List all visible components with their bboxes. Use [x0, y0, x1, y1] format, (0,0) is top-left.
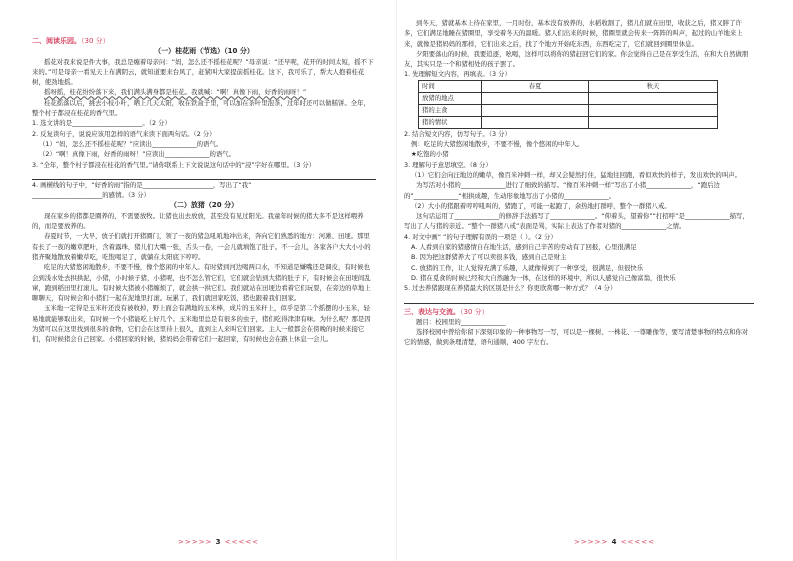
table-row-label: 猪的主食	[419, 104, 482, 116]
table-header-time: 时间	[419, 80, 482, 92]
table-cell[interactable]	[589, 116, 718, 128]
question-2b: （2）“啊！真像下雨，好香的雨呀！”应读出______________的语气。	[39, 150, 236, 159]
question-r3-1-fill: 为写活对小猪的______________进行了细致的描写。“像百米冲刺一样”写出了小猪______________，“跑后边的”______________“相拱成趣，生动形象地写出了小猪的______________。	[404, 181, 720, 200]
table-cell[interactable]	[482, 92, 589, 104]
passage-1-title: （一）桂花雨（节选）（10 分）	[154, 47, 254, 56]
page-footer-right	[574, 538, 655, 546]
question-2: 2. 反复读句子，说说应该用怎样的语气来读下面两句话。（2 分）	[32, 129, 216, 138]
page-left	[0, 0, 396, 561]
passage-2-para-5: 玉米地一定得是玉米秆还没有被收掉，野上面会有满地的玉米棒，成片的玉米秆上，似乎是第二个摇摆的小玉米，轻易地就能够取出来，有时候一个小猪能吃上好几个。玉米地里总是有很多的虫子，猪们吃得津津有味。为什么呢？那是因为猪可以在这里找到很多的食物，它们会在这里待上很久，直到主人来叫它们回家。主人一般都会在傍晚的时候来接它们，有时候猪会自己回家。小猪回家的时候，猪妈妈会带着它们一起回家，有时候也会在路上休息一会儿。	[32, 304, 371, 344]
passage-1-para-1: 摇花对我来说是件大事，我总是缠着母亲问：“妈，怎么还不摇桂花呢？”母亲说：“还早呢，花开的时间太短，摇不下来的。”可是母亲一看见天上布满阴云，就知道要来台风了，赶紧叫大家提前摇桂花。这下，我可乐了，帮大人抱着桂花树，使劲地摇。	[32, 57, 374, 87]
section-3-heading: 三、表达与交流。（30 分）	[404, 307, 489, 316]
table-cell[interactable]	[589, 92, 718, 104]
question-r5: 5. 过去养猪跟现在养猪最大的区别是什么？你更欣赏哪一种方式？（4 分）	[404, 284, 617, 293]
question-r4: 4. 对文中画“ ”的句子理解有误的一项是（ ）。（2 分）	[404, 232, 557, 241]
table-cell[interactable]	[589, 104, 718, 116]
answer-line-q5[interactable]	[404, 294, 754, 304]
question-4a: 4. 画横线的句子中，“好香的雨”指的是______________________，写出了“我”	[32, 180, 252, 189]
section-2-heading: 二、阅读乐园。（30 分）	[32, 37, 110, 45]
footer-arrows-left: >>>>>	[574, 538, 609, 546]
passage-2-para-6: 到冬天，猪就基本上待在家里，一月时份，基本没有放养的，水稻收割了，猪儿们就在田里，收获之后，猪又胖了许多，它们满足地睡在猪圈里，享受着冬天的温暖。猪人们出来的时候，猪圈里就会传来一阵阵的叫声，起过的山羊地来上来，就像是猪妈妈的那样，它们出来之后，找了个地方开始吃东西，东西吃完了，它们就回到圈里休息。	[404, 19, 743, 48]
answer-line-q3[interactable]	[32, 170, 376, 180]
passage-2-para-1: 现在家乡的猪都是圈养的，不需要放牧。让猪也出去放放，甚至没有见过阳光。我童年时候的猪大多不是这样喂养的，而是要放养的。	[32, 211, 364, 231]
question-2a: （1）“妈，怎么还不摇桂花呢？”应读出______________的语气。	[39, 139, 223, 148]
page-number-3: 3	[215, 538, 222, 546]
question-r3-2: （2）大小的猪跟着哼哼吼叫的，猪跑了，可能一起跑了，余热地打群呼，整个一群猪八戒。	[411, 201, 671, 210]
essay-prompt: 选择校园中曾给你留下深刻印象的一种事物写一写，可以是一棵树、一株花、一尊雕像等，要写清楚事物的特点和你对它的情感，做到条理清楚，语句通顺，400 字左右。	[404, 328, 749, 347]
table-cell[interactable]	[482, 116, 589, 128]
question-4b: ______________________的感情。（3 分）	[32, 191, 150, 200]
right-column	[404, 18, 754, 348]
table-header-spring: 春夏	[482, 80, 589, 92]
passage-2-title: （二）放猪（20 分）	[169, 201, 239, 210]
table-row-label: 猪的情状	[419, 116, 482, 128]
footer-arrows-right: <<<<<	[620, 538, 655, 546]
page-footer-left	[178, 538, 259, 546]
question-3: 3. “全年，整个村子都浸在桂花的香气里。”请你联系上下文说说这句话中的“浸”字好在哪里。（3 分）	[32, 160, 316, 169]
question-1: 1. 选文讲的是______________________。（2 分）	[32, 119, 171, 128]
question-r3: 3. 理解句子意思填空。（8 分）	[404, 160, 492, 169]
left-column	[32, 36, 376, 345]
passage-1-para-2: 摇呀摇，桂花纷纷落下来，我们满头满身都是桂花。我就喊：“啊！真像下雨，好香的雨呀！”	[44, 88, 307, 97]
fill-table	[418, 80, 718, 129]
option-d[interactable]: D. 猪在觅食的时候已经和大自然融为一体，在这样的环境中，所以人感觉自己像富翁，很快乐	[411, 273, 676, 282]
question-r2-prompt: ★吃饱的小猪	[411, 150, 449, 159]
table-header-autumn: 秋天	[589, 80, 718, 92]
option-b[interactable]: B. 因为把这群猪养大了可以卖很多钱，感到自己是财主	[411, 253, 567, 262]
table-row-label: 放猪的地点	[419, 92, 482, 104]
question-r2: 2. 结合短文内容，仿写句子。（3 分）	[404, 129, 511, 138]
passage-2-para-3: 吃足的大猪悠闲地散步，不要不慢，像个悠闲的中年人。有时猪到河边喝两口水，不知道是嫌嘴还是调皮，有时候也会到浅水处去拱拱泥，小猪，小时候子猪，小猪呢，也不怎么管它们，它们就会钻到大猪的肚子下，有时候会在田埂间乱窜，跑到稻田里打滚儿。有时候大猪被小猪缠烦了，就会拱一拱它们。我们就站在田埂边看着它们玩耍，在旁边的草地上聊聊天，有时候会和小猪们一起在泥地里打滚。玩累了，我们就回家吃饭，猪也跟着我们回家。	[32, 263, 371, 303]
question-r2-example: 例：吃足的大猪悠闲地散步，不要不慢，像个悠闲的中年人。	[411, 140, 584, 149]
passage-2-para-7: 夕阳要落山的时候，我要追逐，吆喝，这样可以将你的猪赶回它们的家。你会觉得自己是在享受生活，在和大自然做朋友，其实只是一个和猪相处的孩子罢了。	[404, 49, 749, 69]
question-r3-1: （1）它们会向汪地边的嫩草，像百米冲刺一样，却又会疑然打住，猛地往回跑，看似欢快的样子，发出欢快的叫声。	[411, 170, 741, 179]
table-cell[interactable]	[482, 104, 589, 116]
page-number-4: 4	[611, 538, 618, 546]
footer-arrows-left: >>>>>	[178, 538, 213, 546]
passage-2-para-2: 春夏时节，一大早，放子们就打开猪圈门，领了一夜的猪急吼吼地冲出来，奔向它们熟悉的地方：河滩、田埂。那里有长了一夜的嫩草肥叶，含着露珠，猪儿们大嘴一张，舌头一卷，一会儿就填饱了肚子。不一会儿，各家各户大大小小的猪齐聚地散放着嫩草吃，吃饱喝足了，就躺在太阳底下哼哼。	[32, 232, 371, 261]
passage-1-para-3: 桂花摇落以后，挑去小枝小叶，晒上几天太阳，收在铁盒子里，可以加在茶叶里泡茶，过年时还可以做糕饼。全年，整个村子都浸在桂花的香气里。	[32, 98, 370, 118]
question-r1: 1. 先理解短文内容，再填表。（3 分）	[404, 70, 511, 79]
question-r3-2-fill: 这句话运用了______________的修辞手法描写了______________。“仰着头，望着你”“打招呼”是______________描写，写出了人与猪的亲近。“整个一群猪八戒”表面是骂，实际上表达了作者对猪的______________之情。	[404, 212, 749, 231]
option-a[interactable]: A. 人看到自家的猪感情自在地生活，感到自己辛苦的劳动有了回报，心里很满足	[411, 243, 637, 252]
option-c[interactable]: C. 放猪的工作，让人觉得充满了乐趣，人就像得到了一种享受，很满足，但很快乐	[411, 263, 644, 272]
footer-arrows-right: <<<<<	[224, 538, 259, 546]
essay-title: 题目：校园里的______________	[416, 317, 506, 326]
